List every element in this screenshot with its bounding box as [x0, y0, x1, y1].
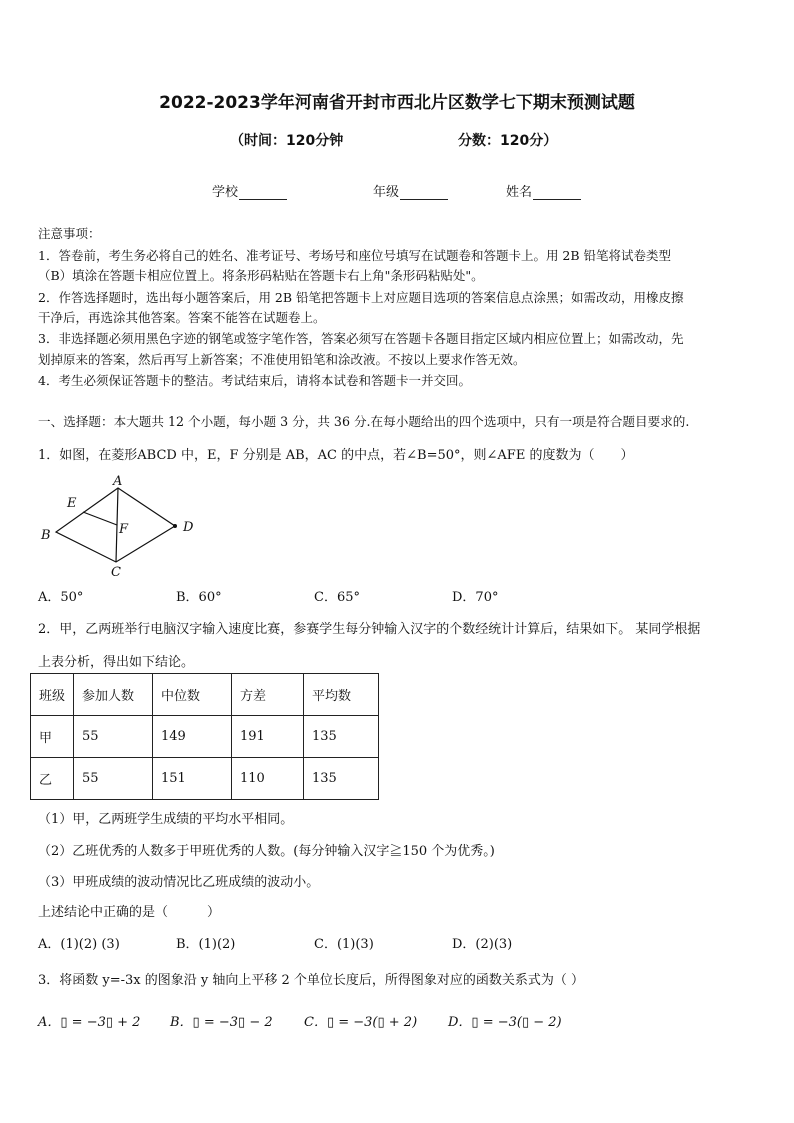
- q2-option-d: D．(2)(3): [452, 937, 513, 952]
- q2-option-b: B．(1)(2): [176, 937, 236, 952]
- table-row: [31, 758, 379, 800]
- notice-line: 3．非选择题必须用黑色字迹的钢笔或签字笔作答，答案必须写在答题卡各题目指定区域内相应位置上；如需改动，先: [38, 331, 684, 346]
- label-f: F: [119, 522, 129, 537]
- label-c: C: [111, 565, 121, 580]
- notice-line: （B）填涂在答题卡相应位置上。将条形码粘贴在答题卡右上角"条形码粘贴处"。: [38, 268, 484, 283]
- segment-ef: [83, 512, 117, 525]
- table-cell: 甲: [31, 716, 74, 758]
- exam-time: （时间：120分钟: [230, 133, 344, 149]
- notice-heading: 注意事项：: [38, 226, 101, 241]
- question-1-text: 1．如图，在菱形ABCD 中，E，F 分别是 AB，AC 的中点，若∠B=50°，则∠AFE 的度数为（ ）: [38, 448, 634, 463]
- notice-line: 1．答卷前，考生务必将自己的姓名、准考证号、考场号和座位号填写在试题卷和答题卡上。用 2B 铅笔将试卷类型: [38, 248, 672, 263]
- point-d-dot: [173, 524, 177, 528]
- grade-field: [373, 181, 448, 200]
- school-blank: [239, 185, 287, 200]
- name-field: [506, 181, 581, 200]
- notice-line: 4．考生必须保证答题卡的整洁。考试结束后，请将本试卷和答题卡一并交回。: [38, 373, 471, 388]
- grade-label: 年级: [373, 185, 400, 200]
- score-table: [30, 673, 379, 800]
- table-header-cell: 参加人数: [74, 674, 153, 716]
- table-header-cell: 班级: [31, 674, 74, 716]
- grade-blank: [400, 185, 448, 200]
- q3-option-c: C．▯ = −3(▯ + 2): [304, 1015, 418, 1030]
- label-d: D: [183, 520, 194, 535]
- table-cell: 135: [304, 716, 379, 758]
- conclusion-2: （2）乙班优秀的人数多于甲班优秀的人数。(每分钟输入汉字≧150 个为优秀。): [38, 844, 495, 859]
- q1-option-c: C．65°: [314, 590, 360, 605]
- table-cell: 149: [153, 716, 232, 758]
- q2-option-a: A．(1)(2) (3): [38, 937, 120, 952]
- table-cell: 135: [304, 758, 379, 800]
- q1-option-a: A．50°: [38, 590, 84, 605]
- q2-question: 上述结论中正确的是（ ）: [38, 905, 221, 920]
- q3-option-b: B．▯ = −3▯ − 2: [170, 1015, 273, 1030]
- q3-option-a: A．▯ = −3▯ + 2: [38, 1015, 141, 1030]
- notice-line: 干净后，再选涂其他答案。答案不能答在试题卷上。: [38, 310, 326, 325]
- table-header-cell: 中位数: [153, 674, 232, 716]
- notice-line: 划掉原来的答案，然后再写上新答案；不准使用铅笔和涂改液。不按以上要求作答无效。: [38, 352, 526, 367]
- table-cell: 110: [232, 758, 304, 800]
- notice-line: 2．作答选择题时，选出每小题答案后，用 2B 铅笔把答题卡上对应题目选项的答案信息点涂黑；如需改动，用橡皮擦: [38, 290, 684, 305]
- table-header-cell: 方差: [232, 674, 304, 716]
- table-cell: 191: [232, 716, 304, 758]
- table-cell: 55: [74, 758, 153, 800]
- table-cell: 55: [74, 716, 153, 758]
- q1-option-d: D．70°: [452, 590, 499, 605]
- school-field: [212, 181, 287, 200]
- exam-title: 2022-2023学年河南省开封市西北片区数学七下期末预测试题: [159, 93, 635, 113]
- question-2-text: 2．甲，乙两班举行电脑汉字输入速度比赛，参赛学生每分钟输入汉字的个数经统计计算后，结果如下。 某同学根据: [38, 622, 701, 637]
- table-cell: 151: [153, 758, 232, 800]
- table-header-cell: 平均数: [304, 674, 379, 716]
- exam-score: 分数：120分）: [458, 133, 558, 149]
- conclusion-3: （3）甲班成绩的波动情况比乙班成绩的波动小。: [38, 875, 320, 890]
- q2-option-c: C．(1)(3): [314, 937, 374, 952]
- school-label: 学校: [212, 185, 239, 200]
- name-blank: [533, 185, 581, 200]
- question-2-text-cont: 上表分析，得出如下结论。: [38, 655, 195, 670]
- q1-option-b: B．60°: [176, 590, 222, 605]
- q3-option-d: D．▯ = −3(▯ − 2): [448, 1015, 562, 1030]
- name-label: 姓名: [506, 185, 533, 200]
- label-a: A: [113, 474, 123, 489]
- question-3-text: 3．将函数 y=-3x 的图象沿 y 轴向上平移 2 个单位长度后，所得图象对应的函数关系式为（ ）: [38, 973, 585, 988]
- conclusion-1: （1）甲，乙两班学生成绩的平均水平相同。: [38, 812, 294, 827]
- rhombus-figure: [36, 474, 206, 582]
- table-cell: 乙: [31, 758, 74, 800]
- label-b: B: [41, 528, 51, 543]
- label-e: E: [67, 496, 77, 511]
- table-header-row: [31, 674, 379, 716]
- table-row: [31, 716, 379, 758]
- section-heading: 一、选择题：本大题共 12 个小题，每小题 3 分，共 36 分.在每小题给出的四个选项中，只有一项是符合题目要求的.: [38, 414, 690, 429]
